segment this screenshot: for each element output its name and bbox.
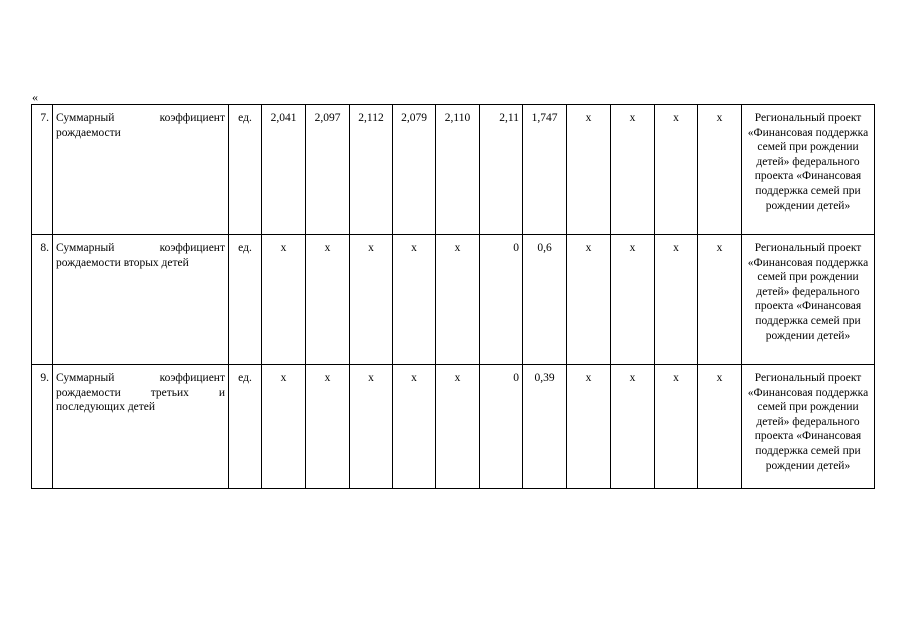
source-cell: Региональный проект «Финансовая поддержка семей при рождении детей» федерального проекта «Финансовая поддержка семей при рождении детей» [742, 105, 875, 235]
value-cell: x [567, 235, 611, 365]
indicator-name: Суммарный коэффициент рождаемости вторых детей [53, 235, 229, 365]
value-cell: x [350, 365, 393, 489]
value-cell: x [262, 365, 306, 489]
row-number: 7. [32, 105, 53, 235]
value-cell: x [611, 235, 655, 365]
value-cell: 0 [480, 235, 523, 365]
value-cell: 2,097 [306, 105, 350, 235]
opening-quote: « [32, 90, 38, 104]
value-cell: x [436, 235, 480, 365]
value-cell: 1,747 [523, 105, 567, 235]
value-cell: x [698, 235, 742, 365]
indicator-name: Суммарный коэффициент рождаемости [53, 105, 229, 235]
value-cell: x [567, 365, 611, 489]
value-cell: 2,11 [480, 105, 523, 235]
value-cell: 2,041 [262, 105, 306, 235]
value-cell: x [262, 235, 306, 365]
unit-cell: ед. [229, 365, 262, 489]
value-cell: 2,112 [350, 105, 393, 235]
row-number: 8. [32, 235, 53, 365]
value-cell: 2,079 [393, 105, 436, 235]
value-cell: x [567, 105, 611, 235]
row-number: 9. [32, 365, 53, 489]
value-cell: 0,6 [523, 235, 567, 365]
indicator-table [31, 104, 875, 489]
unit-cell: ед. [229, 105, 262, 235]
value-cell: x [698, 365, 742, 489]
value-cell: x [655, 235, 698, 365]
value-cell: x [436, 365, 480, 489]
unit-cell: ед. [229, 235, 262, 365]
value-cell: x [306, 235, 350, 365]
table-row [32, 105, 875, 235]
value-cell: x [611, 365, 655, 489]
value-cell: 0 [480, 365, 523, 489]
source-cell: Региональный проект «Финансовая поддержка семей при рождении детей» федерального проекта «Финансовая поддержка семей при рождении детей» [742, 365, 875, 489]
table-row [32, 235, 875, 365]
value-cell: x [655, 365, 698, 489]
value-cell: x [655, 105, 698, 235]
value-cell: x [611, 105, 655, 235]
source-cell: Региональный проект «Финансовая поддержка семей при рождении детей» федерального проекта «Финансовая поддержка семей при рождении детей» [742, 235, 875, 365]
value-cell: x [306, 365, 350, 489]
value-cell: x [698, 105, 742, 235]
value-cell: x [393, 365, 436, 489]
value-cell: 0,39 [523, 365, 567, 489]
table-row [32, 365, 875, 489]
value-cell: x [350, 235, 393, 365]
value-cell: x [393, 235, 436, 365]
value-cell: 2,110 [436, 105, 480, 235]
indicator-name: Суммарный коэффициент рождаемости третьих и последующих детей [53, 365, 229, 489]
